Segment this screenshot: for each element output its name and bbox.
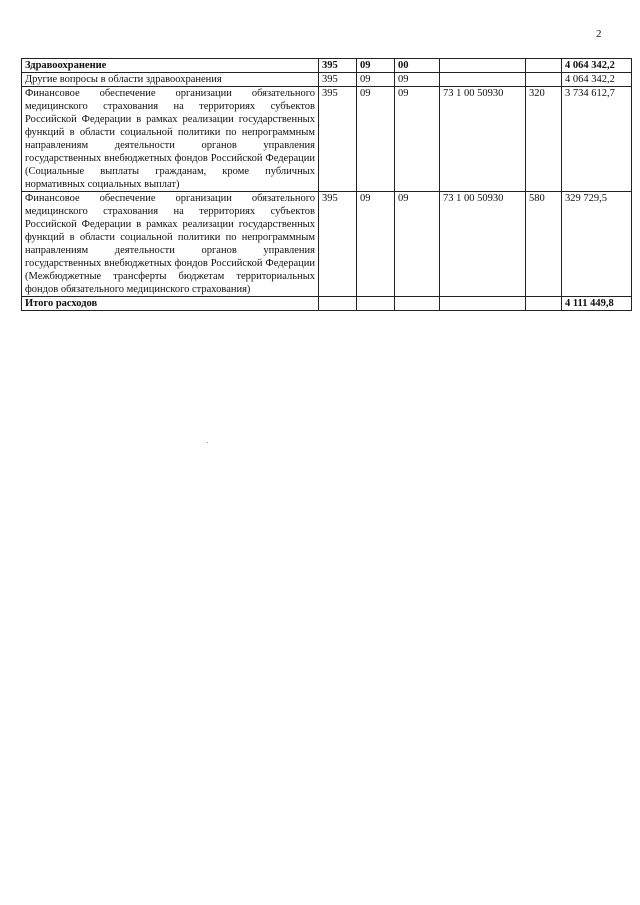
table-row: [22, 59, 632, 73]
cell-pr-code: 00: [395, 59, 440, 73]
cell-name: Итого расходов: [22, 297, 319, 311]
cell-gr-code: 395: [319, 192, 357, 297]
cell-name: Другие вопросы в области здравоохранения: [22, 73, 319, 87]
cell-vr-code: 320: [526, 87, 562, 192]
cell-pr-code: [395, 297, 440, 311]
cell-gr-code: [319, 297, 357, 311]
cell-gr-code: 395: [319, 73, 357, 87]
cell-pr-code: 09: [395, 73, 440, 87]
table-row: [22, 192, 632, 297]
cell-amount: 4 111 449,8: [562, 297, 632, 311]
cell-csr-code: 73 1 00 50930: [440, 192, 526, 297]
cell-pr-code: 09: [395, 87, 440, 192]
cell-rz-code: 09: [357, 192, 395, 297]
cell-name: Финансовое обеспечение организации обязательного медицинского страхования на территориях субъектов Российской Федерации в рамках реализации государственных функций в области социальной политики по непрограммным направлениям деятельности органов управления государственных внебюджетных фондов Российской Федерации (Межбюджетные трансферты бюджетам территориальных фондов обязательного медицинского страхования): [22, 192, 319, 297]
table-row: [22, 87, 632, 192]
cell-pr-code: 09: [395, 192, 440, 297]
cell-csr-code: [440, 59, 526, 73]
scan-speck: [207, 442, 208, 443]
cell-csr-code: [440, 297, 526, 311]
cell-vr-code: 580: [526, 192, 562, 297]
cell-amount: 3 734 612,7: [562, 87, 632, 192]
cell-csr-code: 73 1 00 50930: [440, 87, 526, 192]
cell-vr-code: [526, 297, 562, 311]
table-row: [22, 73, 632, 87]
cell-name: Финансовое обеспечение организации обязательного медицинского страхования на территориях субъектов Российской Федерации в рамках реализации государственных функций в области социальной политики по непрограммным направлениям деятельности органов управления государственных внебюджетных фондов Российской Федерации (Социальные выплаты гражданам, кроме публичных нормативных социальных выплат): [22, 87, 319, 192]
cell-rz-code: 09: [357, 73, 395, 87]
cell-gr-code: 395: [319, 59, 357, 73]
cell-rz-code: 09: [357, 87, 395, 192]
cell-amount: 329 729,5: [562, 192, 632, 297]
table-row: [22, 297, 632, 311]
cell-vr-code: [526, 73, 562, 87]
cell-rz-code: 09: [357, 59, 395, 73]
cell-name: Здравоохранение: [22, 59, 319, 73]
cell-amount: 4 064 342,2: [562, 59, 632, 73]
cell-amount: 4 064 342,2: [562, 73, 632, 87]
expenditure-table: [21, 58, 632, 311]
cell-vr-code: [526, 59, 562, 73]
cell-gr-code: 395: [319, 87, 357, 192]
cell-csr-code: [440, 73, 526, 87]
page-number: 2: [596, 28, 602, 40]
cell-rz-code: [357, 297, 395, 311]
